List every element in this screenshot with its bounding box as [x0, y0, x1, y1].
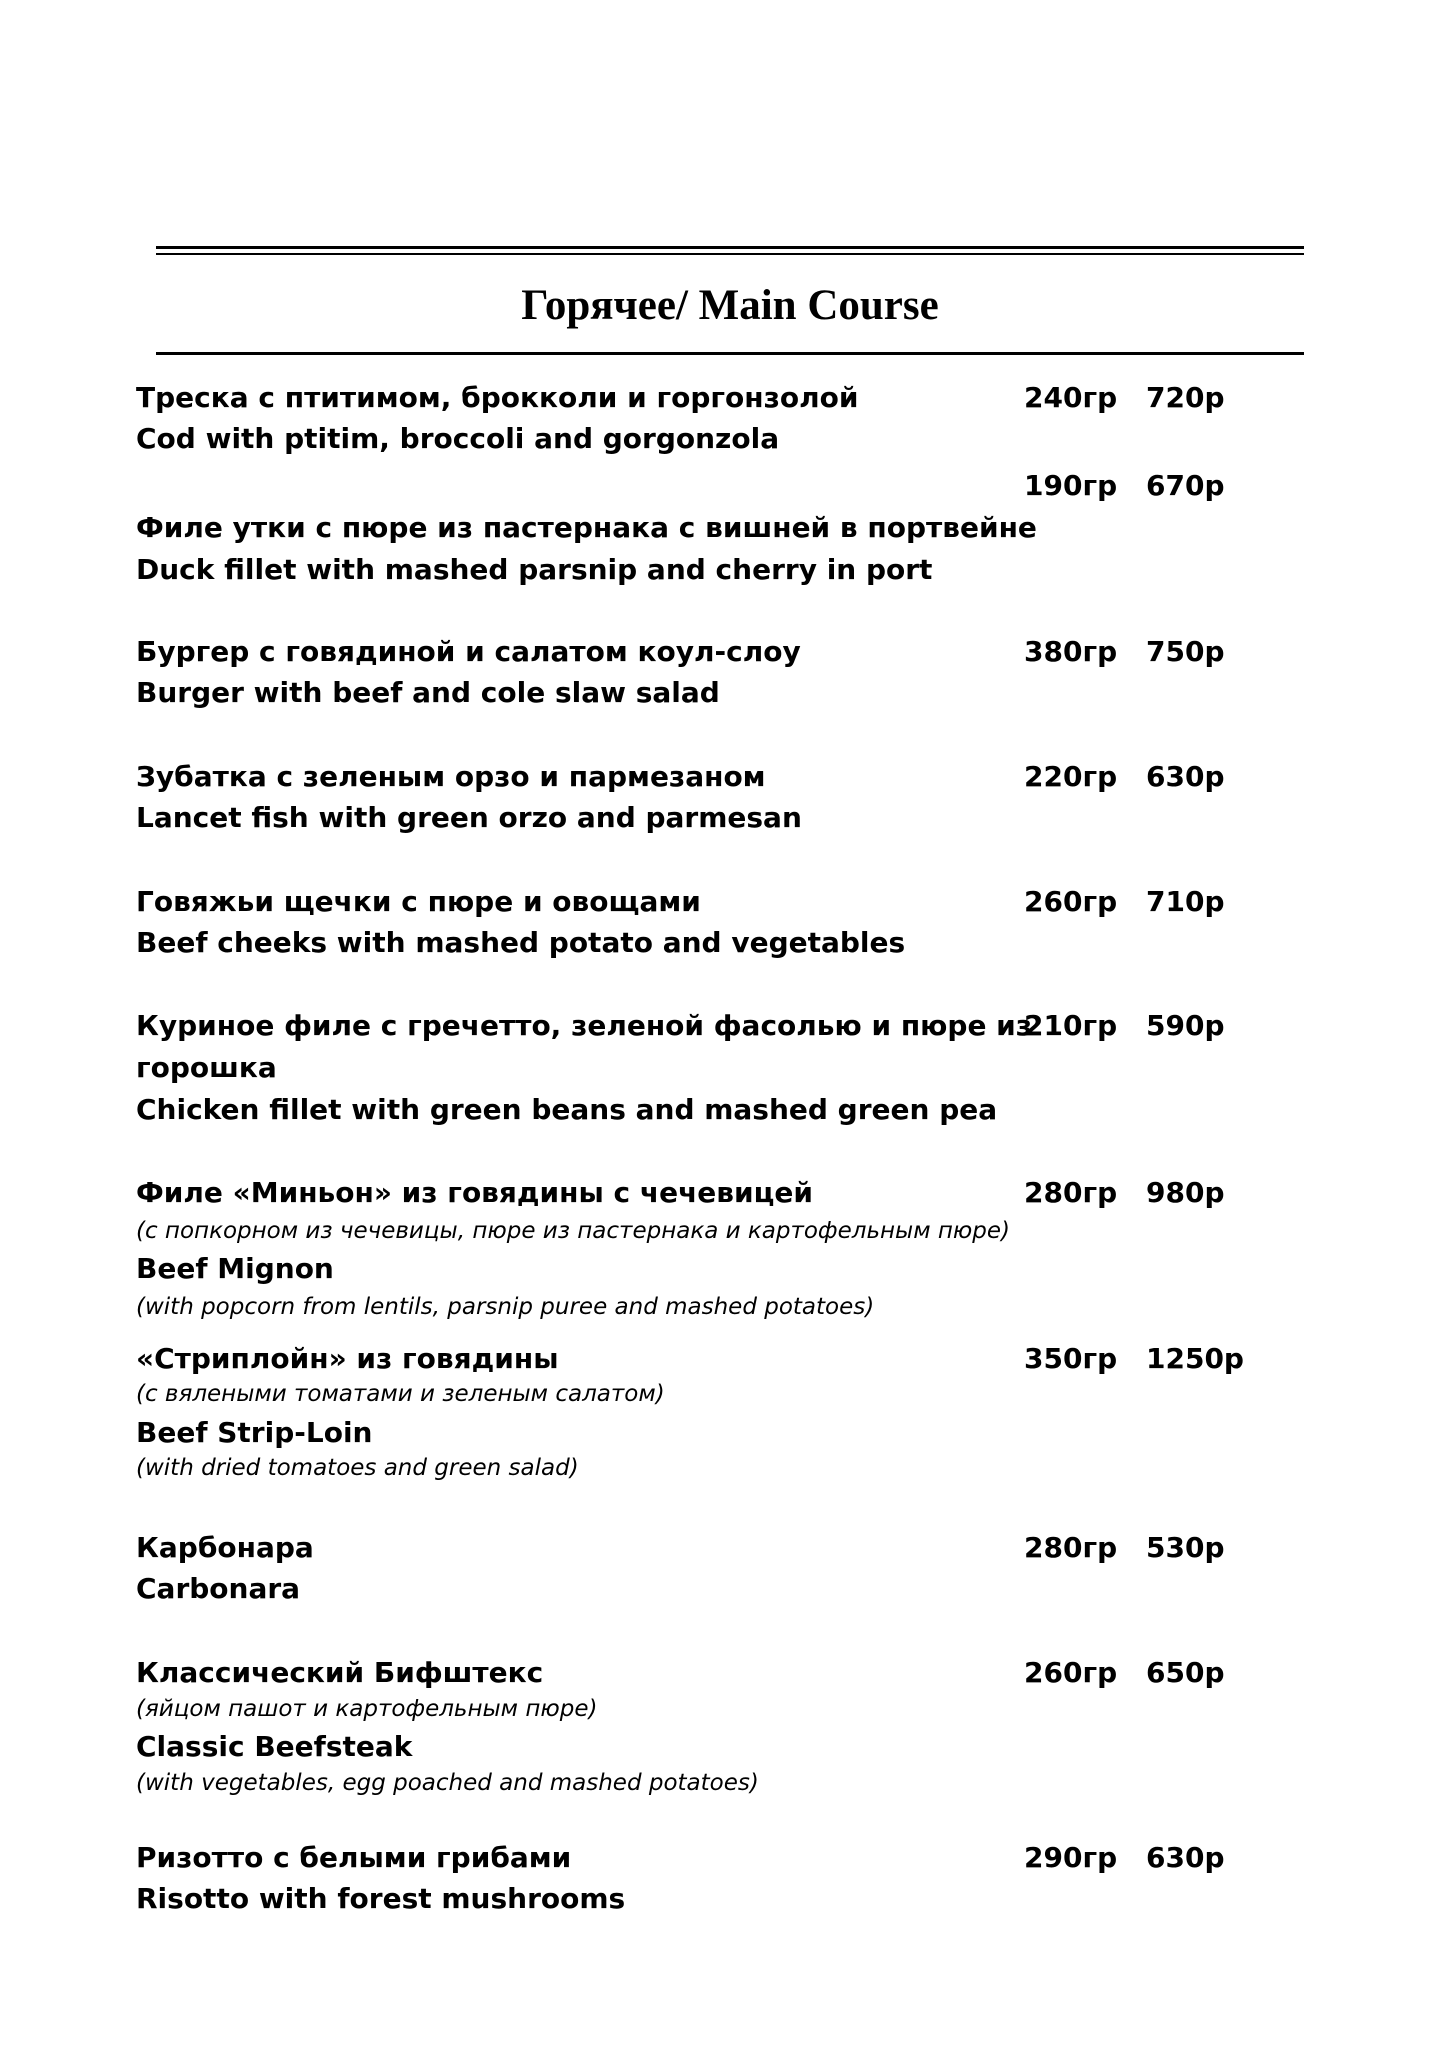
dish-note-en: (with popcorn from lentils, parsnip puree and mashed potatoes) — [136, 1294, 875, 1320]
dish-name-ru: Ризотто с белыми грибами — [136, 1841, 572, 1874]
dish-weight: 260гр — [1024, 885, 1118, 918]
dish-weight: 220гр — [1024, 760, 1118, 793]
dish-weight: 190гр — [1024, 469, 1118, 502]
dish-name-ru: Классический Бифштекс — [136, 1656, 544, 1689]
dish-price: 1250р — [1146, 1342, 1244, 1375]
dish-price: 650р — [1146, 1656, 1225, 1689]
dish-name-ru-continued: горошка — [136, 1051, 277, 1084]
dish-note-ru: (с вялеными томатами и зеленым салатом) — [136, 1381, 665, 1407]
dish-name-ru: Треска с птитимом, брокколи и горгонзолой — [136, 381, 859, 414]
dish-price: 530р — [1146, 1531, 1225, 1564]
dish-name-en: Duck fillet with mashed parsnip and cherry in port — [136, 553, 933, 586]
dish-weight: 260гр — [1024, 1656, 1118, 1689]
dish-name-en: Burger with beef and cole slaw salad — [136, 676, 720, 709]
page-title: Горячее/ Main Course — [521, 282, 939, 329]
dish-price: 750р — [1146, 635, 1225, 668]
dish-price: 630р — [1146, 760, 1225, 793]
dish-name-en: Risotto with forest mushrooms — [136, 1882, 626, 1915]
dish-name-ru: Бургер с говядиной и салатом коул-слоу — [136, 635, 801, 668]
dish-weight: 240гр — [1024, 381, 1118, 414]
dish-name-en: Beef Strip-Loin — [136, 1416, 373, 1449]
dish-weight: 210гр — [1024, 1009, 1118, 1042]
dish-name-ru: Филе утки с пюре из пастернака с вишней в портвейне — [136, 511, 1037, 544]
dish-name-en: Beef cheeks with mashed potato and vegetables — [136, 926, 906, 959]
dish-weight: 280гр — [1024, 1176, 1118, 1209]
dish-price: 710р — [1146, 885, 1225, 918]
dish-name-en: Carbonara — [136, 1572, 301, 1605]
dish-name-en: Lancet fish with green orzo and parmesan — [136, 801, 802, 834]
dish-weight: 290гр — [1024, 1841, 1118, 1874]
dish-name-ru: «Стриплойн» из говядины — [136, 1342, 559, 1375]
dish-name-en: Cod with ptitim, broccoli and gorgonzola — [136, 422, 780, 455]
dish-price: 630р — [1146, 1841, 1225, 1874]
dish-note-en: (with dried tomatoes and green salad) — [136, 1455, 579, 1481]
dish-name-en: Beef Mignon — [136, 1252, 334, 1285]
dish-price: 590р — [1146, 1009, 1225, 1042]
dish-note-en: (with vegetables, egg poached and mashed potatoes) — [136, 1770, 759, 1796]
dish-weight: 350гр — [1024, 1342, 1118, 1375]
dish-name-ru: Куриное филе с гречетто, зеленой фасолью и пюре из — [136, 1009, 1033, 1042]
dish-name-ru: Зубатка с зеленым орзо и пармезаном — [136, 760, 766, 793]
dish-note-ru: (яйцом пашот и картофельным пюре) — [136, 1696, 598, 1722]
dish-weight: 280гр — [1024, 1531, 1118, 1564]
dish-name-ru: Филе «Миньон» из говядины с чечевицей — [136, 1176, 813, 1209]
dish-price: 980р — [1146, 1176, 1225, 1209]
dish-name-ru: Говяжьи щечки с пюре и овощами — [136, 885, 701, 918]
dish-name-en: Chicken fillet with green beans and mashed green pea — [136, 1093, 998, 1126]
dish-name-ru: Карбонара — [136, 1531, 314, 1564]
dish-name-en: Classic Beefsteak — [136, 1730, 413, 1763]
dish-note-ru: (с попкорном из чечевицы, пюре из пастернака и картофельным пюре) — [136, 1218, 1010, 1244]
dish-weight: 380гр — [1024, 635, 1118, 668]
dish-price: 720р — [1146, 381, 1225, 414]
dish-price: 670р — [1146, 469, 1225, 502]
